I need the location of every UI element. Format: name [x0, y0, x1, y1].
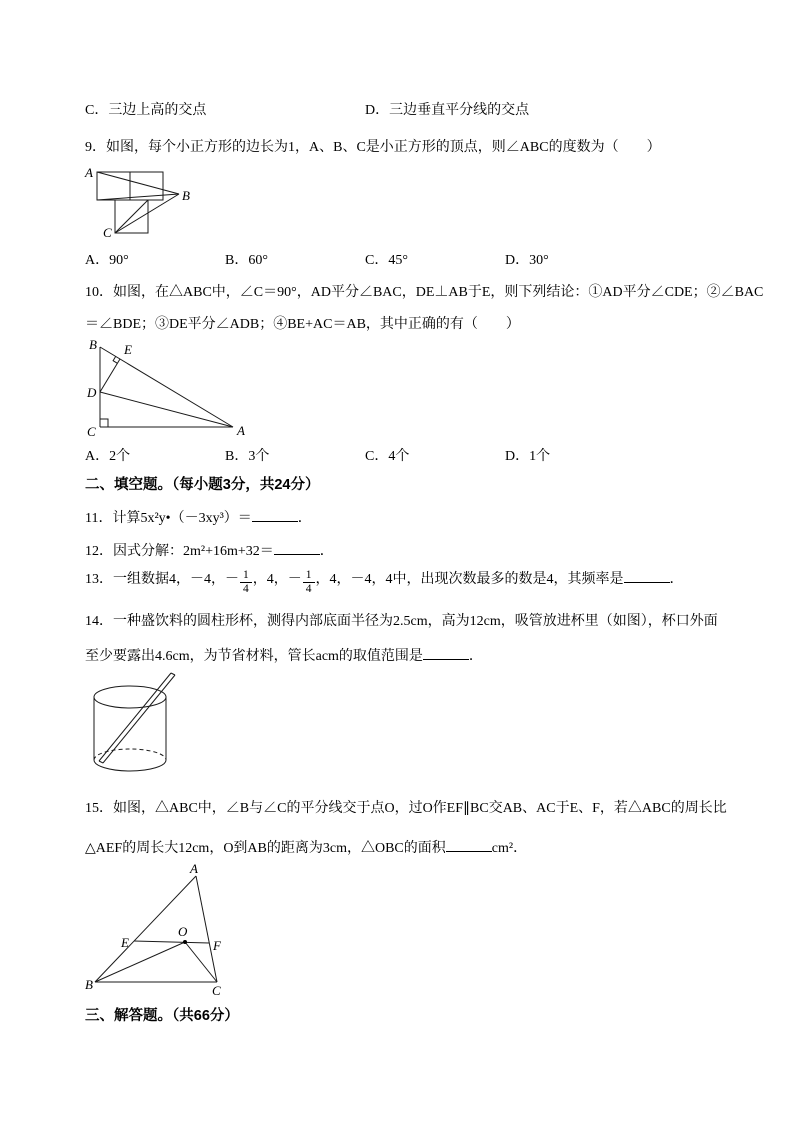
q11-period: ． [297, 511, 312, 526]
q15-figure [85, 862, 260, 997]
q13-fraction-2 [303, 569, 315, 596]
q12-expression: 12．因式分解：2m²+16m+32＝ [85, 544, 274, 559]
question-14-text-line2 [85, 645, 483, 666]
q9-label-a: A [85, 165, 93, 180]
q15-line-ef [134, 941, 209, 943]
question-9-text: 9．如图，每个小正方形的边长为1，A、B、C是小正方形的顶点，则∠ABC的度数为（ ） [85, 140, 661, 155]
question-11-text [85, 507, 312, 528]
q15-bisector-bo [95, 942, 185, 982]
q9-option-a: A．90° [85, 253, 129, 268]
q15-point-o-dot [183, 940, 187, 944]
q12-period: ． [319, 544, 334, 559]
q10-option-c: C．4个 [365, 449, 410, 464]
q13-text-mid2: ，4，－4，4中，出现次数最多的数是4，其频率是 [315, 572, 624, 587]
q15-answer-blank [446, 837, 492, 852]
q10-options-row [85, 447, 725, 466]
q15-text-line2-pre: △AEF的周长大12cm，O到AB的距离为3cm，△OBC的面积 [85, 841, 446, 856]
previous-question-options [85, 101, 529, 120]
q13-text-pre: 13．一组数据4，－4，－ [85, 572, 239, 587]
q13-fraction-1 [240, 569, 252, 596]
q10-option-d: D．1个 [505, 449, 551, 464]
q13-fraction-1-denominator: 4 [243, 583, 249, 595]
question-15-text-line1: 15．如图，△ABC中，∠B与∠C的平分线交于点O，过O作EF∥BC交AB、AC于E、F，若△ABC的周长比 [85, 801, 727, 816]
q11-expression: 11．计算5x²y•（－3xy³）＝ [85, 511, 252, 526]
q9-figure [83, 164, 218, 249]
question-14-text-line1: 14．一种盛饮料的圆柱形杯，测得内部底面半径为2.5cm，高为12cm，吸管放进杯里（如图），杯口外面 [85, 614, 718, 629]
q10-right-angle-c [100, 419, 108, 427]
section-2-header: 二、填空题。（每小题3分，共24分） [85, 477, 320, 493]
q9-option-d: D．30° [505, 253, 549, 268]
prev-option-c: C．三边上高的交点 [85, 103, 207, 118]
q9-options-row [85, 251, 725, 270]
question-10-text-line2: ＝∠BDE；③DE平分∠ADB；④BE+AC＝AB，其中正确的有（ ） [85, 317, 520, 332]
q14-cylinder-figure [85, 672, 200, 787]
q15-label-f: F [213, 938, 221, 953]
q12-answer-blank [274, 540, 320, 555]
q9-segments [97, 172, 179, 233]
q15-label-e: E [121, 935, 129, 950]
q15-label-o: O [178, 924, 188, 939]
q10-label-c: C [87, 424, 96, 439]
q10-option-b: B．3个 [225, 449, 270, 464]
q10-label-a: A [237, 423, 245, 438]
q13-fraction-2-numerator: 1 [303, 569, 315, 583]
q15-triangle [95, 876, 217, 982]
q15-label-b: B [85, 977, 93, 992]
question-13-text [85, 568, 684, 596]
q15-label-c: C [212, 983, 221, 997]
q13-answer-blank [624, 568, 670, 583]
q9-label-b: B [182, 188, 190, 203]
q13-period: ． [669, 572, 684, 587]
q9-option-b: B．60° [225, 253, 268, 268]
q10-option-a: A．2个 [85, 449, 131, 464]
prev-option-d: D．三边垂直平分线的交点 [365, 103, 530, 118]
section-3-header: 三、解答题。（共66分） [85, 1008, 239, 1024]
q10-figure [85, 337, 250, 442]
q14-period: ． [468, 649, 483, 664]
question-15-text-line2 [85, 837, 527, 858]
question-12-text [85, 540, 334, 561]
q10-label-e: E [124, 342, 132, 357]
q13-fraction-2-denominator: 4 [305, 583, 312, 595]
q13-fraction-1-numerator: 1 [240, 569, 252, 583]
q11-answer-blank [252, 507, 298, 522]
q9-option-c: C．45° [365, 253, 408, 268]
q10-label-b: B [89, 337, 97, 352]
question-10-text-line1: 10．如图，在△ABC中，∠C＝90°，AD平分∠BAC，DE⊥AB于E，则下列结论：①AD平分∠CDE；②∠BAC [85, 285, 764, 300]
q14-answer-blank [423, 645, 469, 660]
q9-label-c: C [103, 225, 112, 240]
q15-label-a: A [190, 862, 198, 876]
q14-text-line2-pre: 至少要露出4.6cm，为节省材料，管长acm的取值范围是 [85, 649, 423, 664]
q15-text-line2-post: cm²． [491, 841, 528, 856]
q13-text-mid1: ，4，－ [252, 572, 302, 587]
q10-triangle [100, 347, 233, 427]
q10-label-d: D [87, 385, 97, 400]
